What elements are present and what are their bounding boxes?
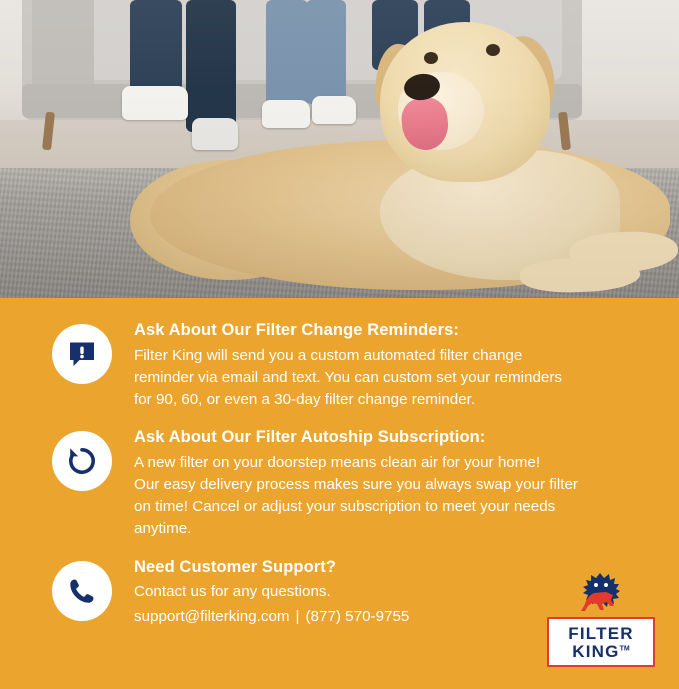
body-line: on time! Cancel or adjust your subscription to meet your needs (134, 498, 556, 516)
logo-line-1: FILTER (568, 624, 634, 644)
lion-icon (570, 571, 632, 615)
support-contact-line (134, 606, 409, 629)
section-reminders (18, 320, 661, 411)
logo-plate (547, 617, 655, 667)
section-autoship (18, 427, 661, 540)
section-autoship-title: Ask About Our Filter Autoship Subscription: (134, 428, 486, 447)
body-line: for 90, 60, or even a 30-day filter change reminder. (134, 391, 476, 408)
section-reminders-body (134, 345, 562, 412)
dog-eye (424, 52, 438, 64)
support-contact (134, 581, 409, 629)
logo-trademark: TM (619, 645, 630, 653)
refresh-cycle-icon (52, 431, 112, 491)
support-email[interactable]: support@filterking.com (134, 607, 290, 625)
support-subtitle: Contact us for any questions. (134, 583, 331, 601)
section-reminders-title: Ask About Our Filter Change Reminders: (134, 321, 459, 339)
info-panel (0, 298, 679, 689)
support-phone[interactable]: (877) 570-9755 (305, 607, 410, 625)
section-autoship-text (134, 427, 588, 540)
support-title: Need Customer Support? (134, 557, 337, 576)
logo-line-2: KING™ (572, 641, 630, 661)
chat-alert-icon (52, 324, 112, 384)
hero-photo (0, 0, 679, 298)
section-autoship-body (134, 452, 578, 541)
section-support-text (134, 557, 419, 629)
body-line: reminder via email and text. You can custom set your reminders (134, 368, 562, 386)
phone-icon (52, 561, 112, 621)
body-line: Our easy delivery process makes sure you always swap your filter (134, 476, 578, 493)
support-separator: | (295, 607, 300, 625)
section-reminders-text (134, 320, 572, 411)
dog-eye (486, 44, 500, 56)
body-line: Filter King will send you a custom automated filter change (134, 346, 523, 364)
brand-logo (547, 571, 655, 667)
body-line: A new filter on your doorstep means clean air for your home! (134, 453, 541, 471)
body-line: anytime. (134, 520, 192, 538)
